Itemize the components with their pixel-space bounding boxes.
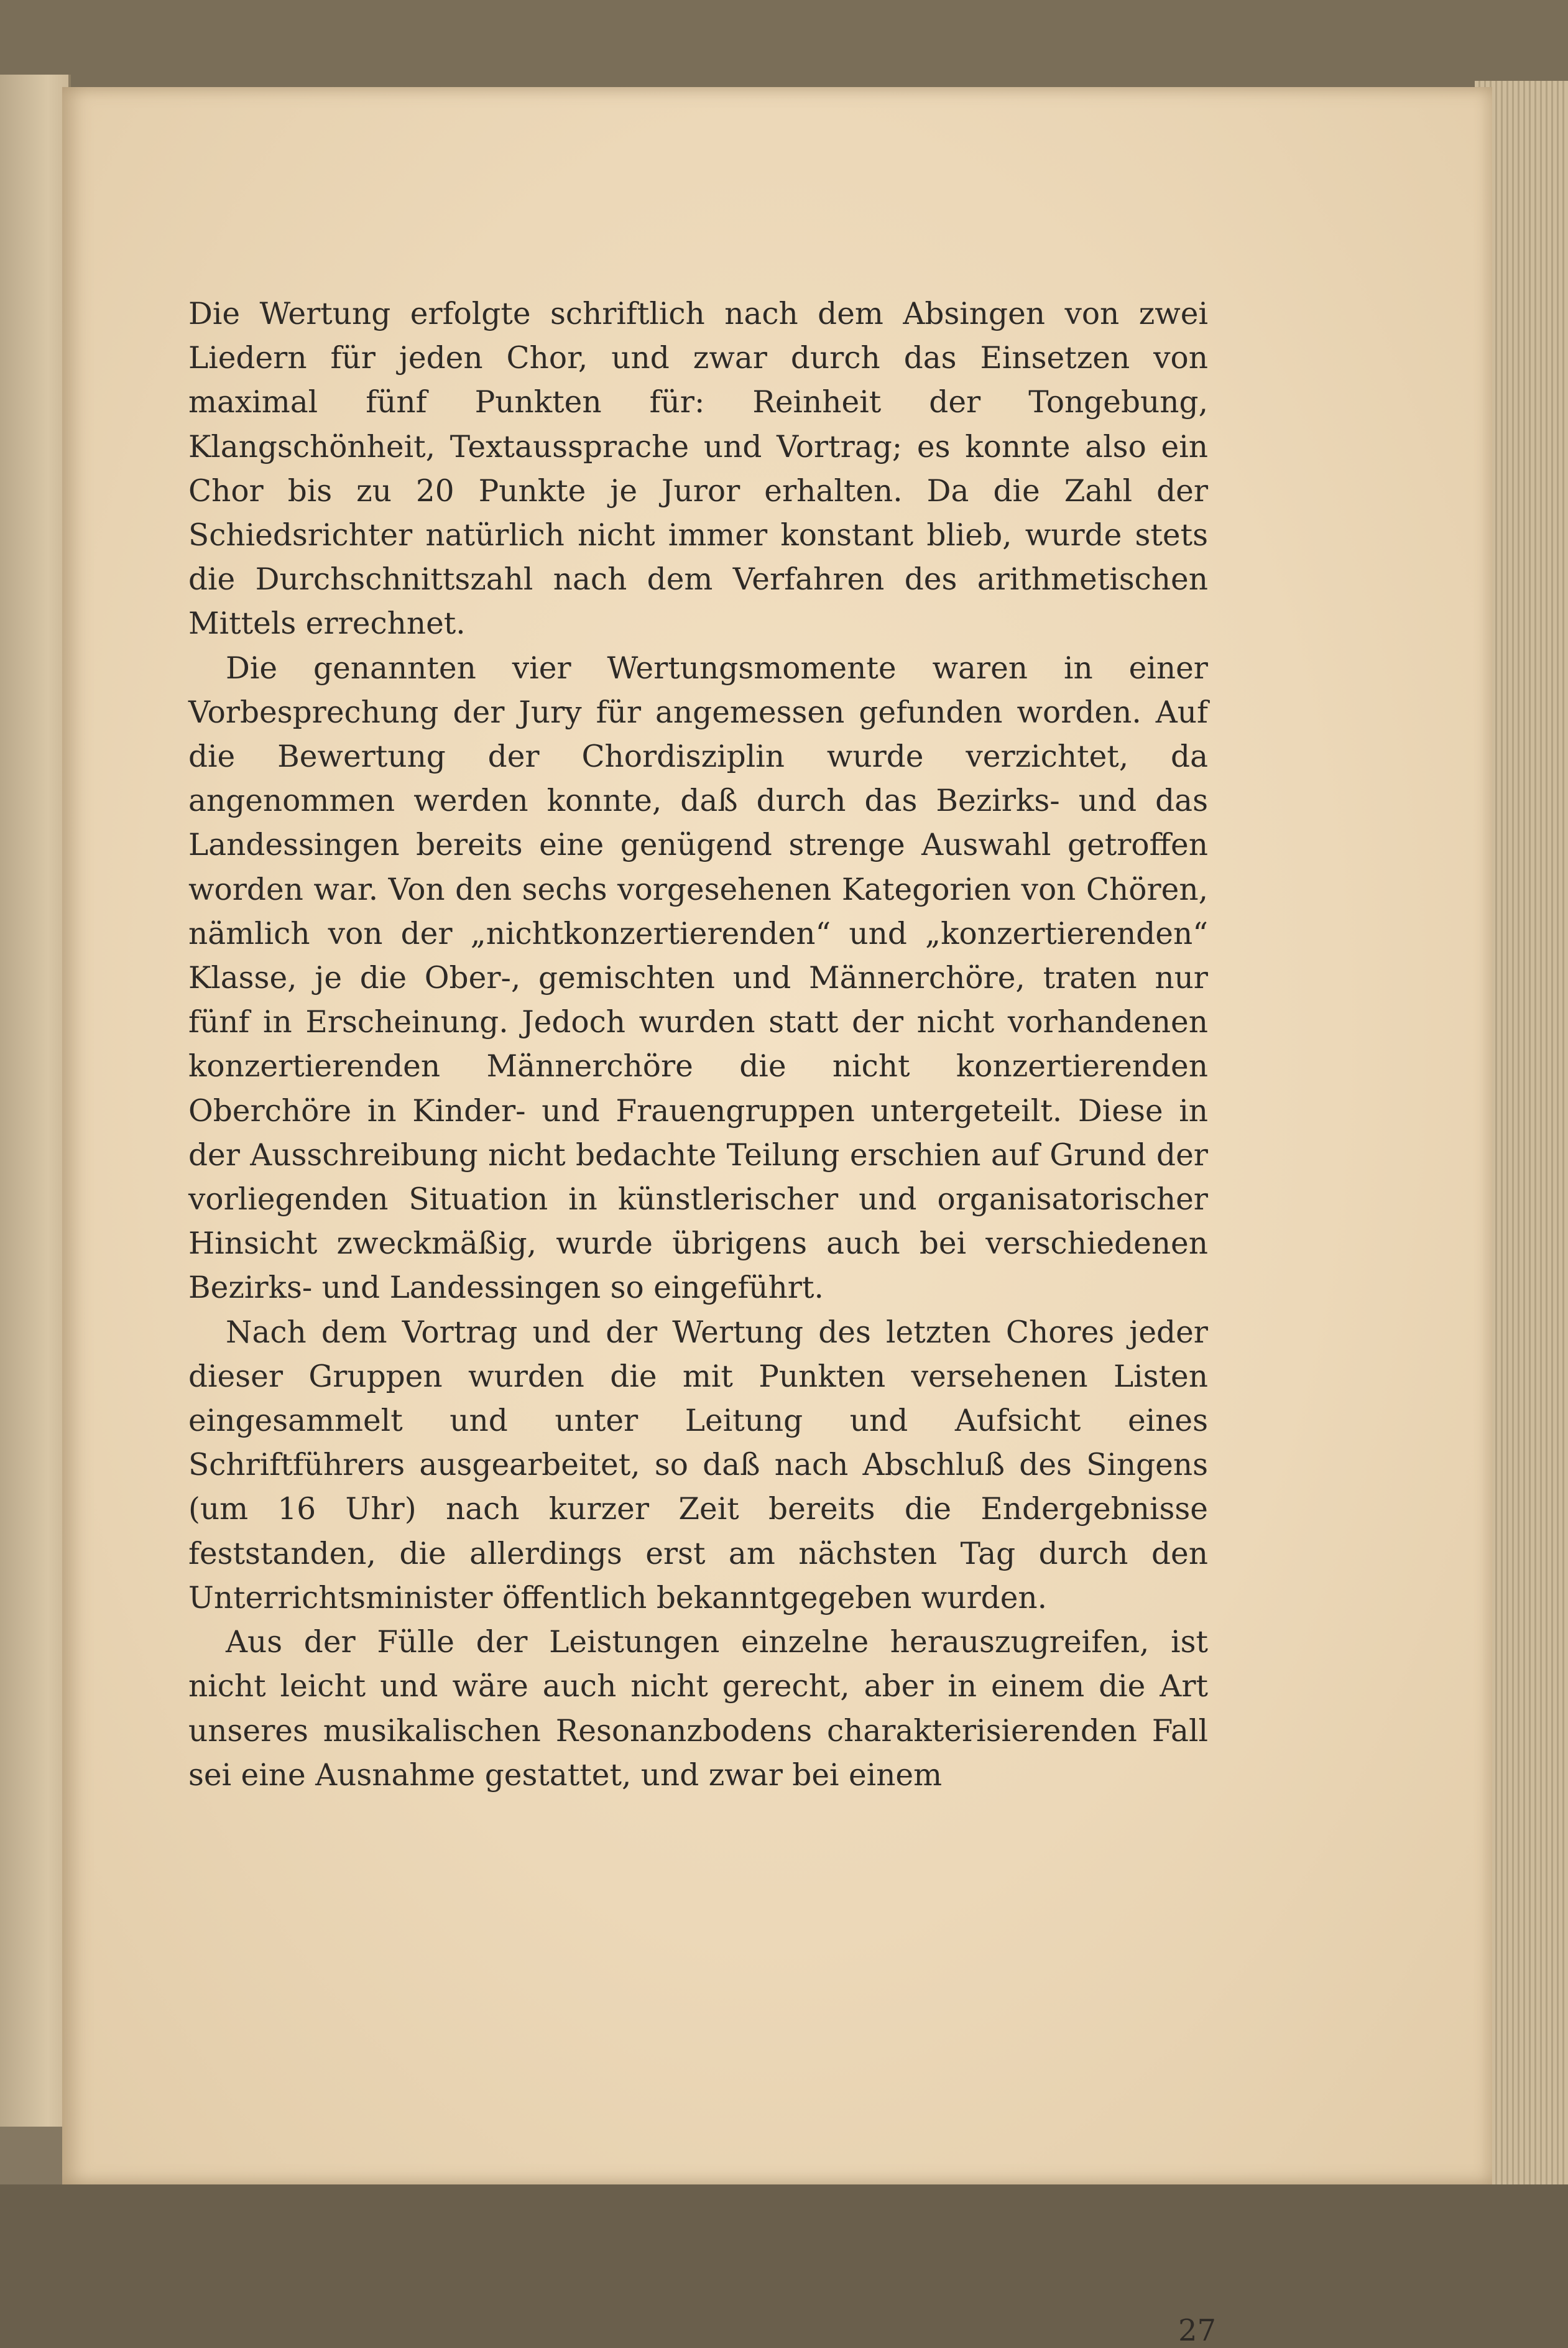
book-page xyxy=(62,87,1492,2184)
page-number: 27 xyxy=(1178,2313,1217,2348)
paragraph: Die Wertung erfolgte schriftlich nach dem Absingen von zwei Liedern für jeden Chor, und zwar durch das Einsetzen von maximal fünf Punkten für: Reinheit der Tongebung, Klangschönheit, Textaussprache und Vortrag; es konnte also ein Chor bis zu 20 Punkte je Juror erhalten. Da die Zahl der Schiedsrichter natürlich nicht immer konstant blieb, wurde stets die Durchschnittszahl nach dem Verfahren des arithmetischen Mittels errechnet. xyxy=(188,297,1208,642)
left-page-edge xyxy=(0,75,71,2127)
body-text xyxy=(188,292,1208,1798)
paragraph: Aus der Fülle der Leistungen einzelne herauszugreifen, ist nicht leicht und wäre auch nicht gerecht, aber in einem die Art unseres musikalischen Resonanzbodens charakterisierenden Fall sei eine Ausnahme gestattet, und zwar bei einem xyxy=(188,1625,1208,1793)
paragraph: Die genannten vier Wertungsmomente waren in einer Vorbesprechung der Jury für angemessen gefunden worden. Auf die Bewertung der Chordisziplin wurde verzichtet, da angenommen werden konnte, daß durch das Bezirks- und das Landessingen bereits eine genügend strenge Auswahl getroffen worden war. Von den sechs vorgesehenen Kategorien von Chören, nämlich von der „nichtkonzertierenden“ und „konzertierenden“ Klasse, je die Ober-, gemischten und Männerchöre, traten nur fünf in Erscheinung. Jedoch wurden statt der nicht vorhandenen konzertierenden Männerchöre die nicht konzertierenden Oberchöre in Kinder- und Frauengruppen untergeteilt. Diese in der Ausschreibung nicht bedachte Teilung erschien auf Grund der vorliegenden Situation in künstlerischer und organisatorischer Hinsicht zweckmäßig, wurde übrigens auch bei verschiedenen Bezirks- und Landessingen so eingeführt. xyxy=(188,650,1208,1306)
paragraph: Nach dem Vortrag und der Wertung des letzten Chores jeder dieser Gruppen wurden die mit Punkten versehenen Listen eingesammelt und unter Leitung und Aufsicht eines Schriftführers ausgearbeitet, so daß nach Abschluß des Singens (um 16 Uhr) nach kurzer Zeit bereits die Endergebnisse feststanden, die allerdings erst am nächsten Tag durch den Unterrichtsminister öffentlich bekanntgegeben wurden. xyxy=(188,1315,1208,1615)
